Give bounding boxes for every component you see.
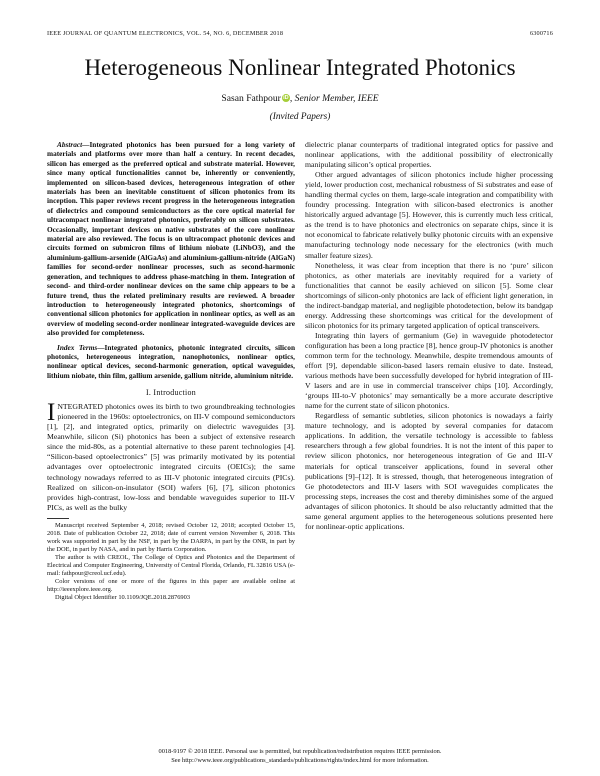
dropcap: I (47, 399, 56, 427)
paper-title: Heterogeneous Nonlinear Integrated Photonics (84, 55, 516, 80)
article-number: 6300716 (529, 30, 553, 37)
intro-lead-word: NTEGRATED (57, 402, 103, 412)
abstract-label: Abstract (57, 140, 83, 149)
paper-type: (Invited Papers) (269, 112, 331, 122)
body-paragraph: Nonetheless, it was clear from inception that there is no ‘pure’ silicon photonics, as other materials are inevitably required for a variety of functionalities that cannot be easily achieved on silicon [5]. Some clear shortcomings of silicon-only photonics are lack of efficient light generation, in the indirect-bandgap material, and negligible photodetection, below its bandgap energy. Addressing these shortcomings was critical for the development of silicon photonics for its primary targeted application of optical transceivers. (305, 260, 553, 330)
section-heading: I. Introduction (145, 388, 197, 398)
footnote: Digital Object Identifier 10.1109/JQE.2018.2876903 (55, 593, 191, 601)
intro-paragraph (47, 399, 295, 513)
abstract (47, 140, 295, 338)
body-paragraph: Other argued advantages of silicon photonics include higher processing yield, lower production cost, mechanical robustness of Si substrates and ease of handling thermal cycles on them, large-scale integration and compatibility with foundry processing. Integration with silicon-based electronics is another historically argued advantage [5]. However, this is currently much less critical, as the trend is to have photonics and electronics on separate chips, since it is not economical to fabricate relatively bulky photonic circuits with an expensive manufacturing technology node necessary for the electronics (with much smaller feature sizes). (305, 170, 553, 260)
copyright-notice (0, 748, 600, 765)
rights-link-line: See http://www.ieee.org/publications_standards/publications/rights/index.html for more information. (171, 756, 429, 764)
copyright-line: 0018-9197 © 2018 IEEE. Personal use is permitted, but republication/redistribution requires IEEE permission. (158, 748, 442, 755)
author-name: Sasan Fathpour (221, 93, 281, 104)
author-affiliation-suffix: , Senior Member, IEEE (289, 93, 379, 104)
body-paragraph: dielectric planar counterparts of traditional integrated optics for passive and nonlinear applications, with the additional possibility of electronically manipulating silicon’s optical properties. (305, 140, 553, 170)
author-line (0, 93, 600, 104)
footnote: The author is with CREOL, The College of Optics and Photonics and the Department of Electrical and Computer Engineering, University of Central Florida, Orlando, FL 32816 USA (e-mail: fathpour@creol.ucf.edu). (47, 553, 295, 577)
body-paragraph: Regardless of semantic subtleties, silicon photonics is nowadays a fairly mature technology, and is adopted by several companies for datacom applications. In addition, the versatile technology is accessible to fabless researchers through a few global foundries. It is not the intent of this paper to review silicon photonics, nor heterogeneous integration of Ge and III-V materials for optical transceiver applications, found in several other publications [9]–[12]. It is stressed, though, that heterogeneous integration of Ge photodetectors and III-V lasers with SOI waveguides complicates the processing steps, increases the cost and thereby diminishes some of the argued advantages of silicon photonics. It should be also reluctantly admitted that the same general argument applies to the heterogeneous solutions presented here for nonlinear-optic applications. (305, 411, 553, 531)
body-paragraph: Integrating thin layers of germanium (Ge) in waveguide photodetector configuration has been a long practice [8], hence group-IV photonics is another common term for the technology. Meanwhile, despite tremendous amounts of effort [9], dependable silicon-based lasers remain elusive to date. Instead, various methods have been successfully developed for hybrid integration of III-V lasers and are in use in commercial transceiver chips [10]. Accordingly, ‘groups III-to-V photonics’ may semantically be a more accurate descriptive name for the current state of silicon photonics. (305, 330, 553, 411)
index-terms-text: —Integrated photonics, photonic integrated circuits, silicon photonics, heterogeneous integration, nanophotonics, nonlinear optics, nonlinear optical devices, second-harmonic generation, optical waveguides, lithium niobate, thin film, gallium arsenide, gallium nitride, aluminium nitride. (47, 342, 296, 380)
footnote-divider (47, 518, 69, 519)
left-column (47, 140, 295, 602)
footnote: Manuscript received September 4, 2018; revised October 12, 2018; accepted October 15, 2018. Date of publication October 22, 2018; date of current version November 6, 2018. This work was supported in part by the NSF, in part by the DARPA, in part by the ONR, in part by the DOE, in part by NASA, and in part by Harris Corporation. (47, 521, 295, 553)
index-terms-label: Index Terms (57, 342, 98, 352)
abstract-text: —Integrated photonics has been pursued for a long variety of materials and platforms over more than half a century. In recent decades, silicon has emerged as the preferred optical and substrate material. However, since many optical functionalities cannot be, inherently or conveniently, implemented on silicon-based devices, heterogeneous integration of other materials has been an inevitable constituent of silicon photonics from its inception. This paper reviews recent progress in the heterogeneous integration of dielectrics and compound semiconductors as the core optical material for ultracompact nonlinear integrated photonics, preferably on silicon substrates. Occasionally, important devices on native substrates of the core nonlinear material are also reviewed. The focus is on ultracompact photonic devices and circuits formed on submicron films of lithium niobate (LiNbO3), and the aluminium-gallium-arsenide (AlGaAs) and aluminium-gallium-nitride (AlGaN) families for second-order nonlinear processes, such as second-harmonic generation, and techniques to address phase-matching in them. Integration of second- and third-order nonlinear devices on the same chip appears to be a future trend, thus the related preliminary results are reviewed. A broader introduction to heterogeneously integrated photonics, shortcomings of conventional silicon photonics for application in nonlinear optics, as well as an overview of modeling second-order nonlinear integrated-waveguide devices are also provided for completeness. (47, 140, 295, 338)
right-column (305, 140, 553, 532)
journal-citation: IEEE JOURNAL OF QUANTUM ELECTRONICS, VOL. 54, NO. 6, DECEMBER 2018 (47, 30, 284, 37)
footnotes (47, 522, 295, 602)
index-terms (47, 343, 295, 381)
orcid-icon[interactable]: iD (283, 95, 289, 101)
footnote: Color versions of one or more of the figures in this paper are available online at http://ieeexplore.ieee.org. (47, 577, 295, 593)
intro-text: photonics owes its birth to two groundbreaking technologies pioneered in the 1960s: optoelectronics, on III-V compound semiconductors [1], [2], and integrated optics, primarily on dielectric waveguides [3]. Meanwhile, silicon (Si) photonics has been a subject of extensive research since the mid-80s, as a potential alternative to these parent technologies [4]. “Silicon-based optoelectronics” [5] was primarily motivated by its potential advantages over optoelectronic integrated circuits (OEICs); the same technology nowadays referred to as III-V photonic integrated circuits (PICs). Realized on silicon-on-insulator (SOI) wafers [6], [7], silicon photonics provides high-contrast, low-loss and bendable waveguides superior to III-V PICs, as well as the bulky (47, 402, 295, 512)
